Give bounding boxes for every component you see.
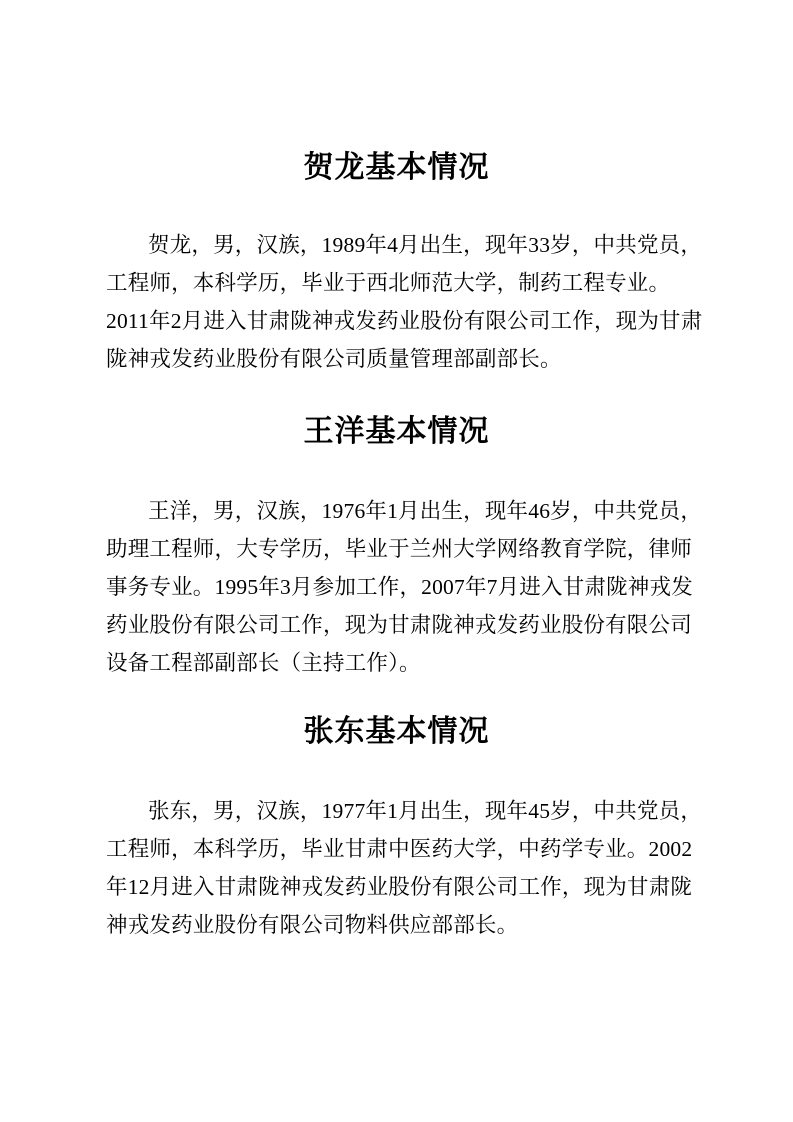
paragraph-line: 药业股份有限公司工作，现为甘肃陇神戎发药业股份有限公司	[106, 613, 692, 637]
section-title: 张东基本情况	[303, 715, 490, 748]
paragraph-line: 年12月进入甘肃陇神戎发药业股份有限公司工作，现为甘肃陇	[106, 875, 693, 899]
paragraph-line: 工程师，本科学历，毕业于西北师范大学，制药工程专业。	[106, 271, 671, 295]
section-zhang-dong	[106, 714, 703, 944]
paragraph-line: 王洋，男，汉族，1976年1月出生，现年46岁，中共党员，	[148, 499, 703, 523]
paragraph-line: 贺龙，男，汉族，1989年4月出生，现年33岁，中共党员，	[148, 233, 703, 257]
section-title: 王洋基本情况	[303, 415, 490, 448]
section-wang-yang	[106, 414, 703, 682]
section-paragraph	[106, 226, 703, 378]
paragraph-line: 事务专业。1995年3月参加工作，2007年7月进入甘肃陇神戎发	[106, 575, 693, 599]
section-title: 贺龙基本情况	[303, 151, 490, 184]
section-he-long	[106, 150, 703, 378]
paragraph-line: 神戎发药业股份有限公司物料供应部部长。	[106, 913, 519, 937]
paragraph-line: 工程师，本科学历，毕业甘肃中医药大学，中药学专业。2002	[106, 837, 693, 861]
paragraph-line: 助理工程师，大专学历，毕业于兰州大学网络教育学院，律师	[106, 537, 692, 561]
paragraph-line: 2011年2月进入甘肃陇神戎发药业股份有限公司工作，现为甘肃	[106, 309, 703, 333]
paragraph-line: 设备工程部副部长（主持工作）。	[106, 651, 421, 675]
section-paragraph	[106, 492, 703, 682]
section-paragraph	[106, 792, 703, 944]
paragraph-line: 陇神戎发药业股份有限公司质量管理部副部长。	[106, 347, 562, 371]
paragraph-line: 张东，男，汉族，1977年1月出生，现年45岁，中共党员，	[148, 799, 703, 823]
